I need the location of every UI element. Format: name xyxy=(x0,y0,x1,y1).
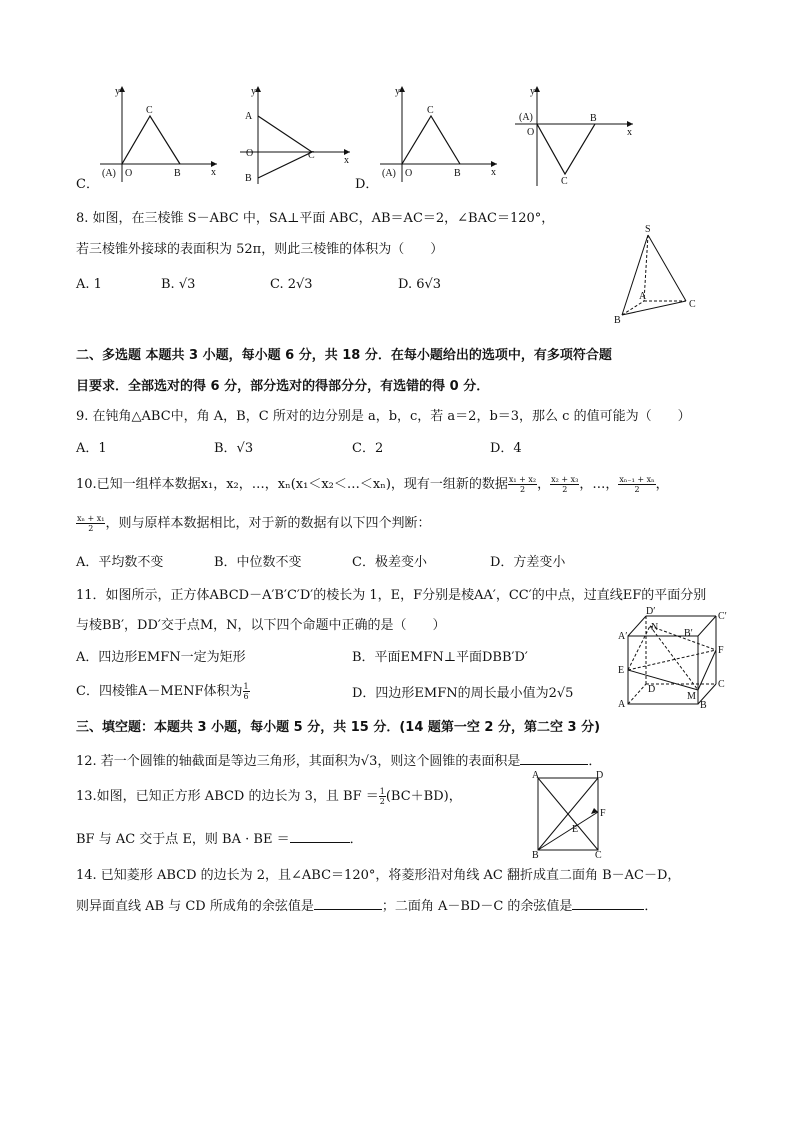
vertex-d1: D′ xyxy=(646,606,656,617)
point-b-label: B xyxy=(245,173,252,184)
x-axis-label: x xyxy=(344,155,349,166)
square-figure xyxy=(530,770,610,861)
q10-ellipsis: ，…， xyxy=(579,477,619,492)
q11-option-b: B．平面EMFN⊥平面DBB′D′ xyxy=(352,650,528,665)
q10-option-c: C．极差变小 xyxy=(352,555,427,570)
q13-stem-line1 xyxy=(76,785,462,806)
section2-heading-line1: 二、多选题 本题共 3 小题，每小题 6 分，共 18 分．在每小题给出的选项中，有多项符合题 xyxy=(76,348,612,363)
y-axis-label: y xyxy=(530,86,535,97)
q11-option-c-text: C．四棱锥A－MENF体积为 xyxy=(76,684,243,699)
q13-frac xyxy=(379,787,386,806)
q14-end: ． xyxy=(644,899,658,914)
q11-stem-line1: 11．如图所示，正方体ABCD－A′B′C′D′的棱长为 1，E，F分别是棱AA′，CC′的中点，过直线EF的平面分别 xyxy=(76,588,707,603)
q11-stem-line2: 与棱BB′，DD′交于点M，N，以下四个命题中正确的是（ ） xyxy=(76,618,446,633)
q13-text-part1: 13.如图，已知正方形 ABCD 的边长为 3，且 BF ＝ xyxy=(76,789,379,804)
q12-text: 12. 若一个圆锥的轴截面是等边三角形，其面积为√3，则这个圆锥的表面积是 xyxy=(76,754,521,769)
y-axis-label: y xyxy=(395,86,400,97)
q13-stem-line2 xyxy=(76,828,363,847)
frac-denominator: 6 xyxy=(243,692,249,701)
origin-label: O xyxy=(125,168,133,179)
point-f: F xyxy=(600,808,606,819)
q14-text-part2: ；二面角 A－BD－C 的余弦值是 xyxy=(381,899,573,914)
frac-numerator: xₙ₋₁ + xₙ xyxy=(619,475,655,484)
tetrahedron-figure xyxy=(612,225,702,325)
q10-stem-part1: 10.已知一组样本数据x₁，x₂，…，xₙ(x₁＜x₂＜…＜xₙ)，现有一组新的数据 xyxy=(76,477,508,492)
graph-option-b xyxy=(515,84,640,188)
q10-option-a: A．平均数不变 xyxy=(76,555,164,570)
frac-numerator: x₁ + x₂ xyxy=(508,475,537,484)
q8-option-a: A. 1 xyxy=(76,277,102,292)
frac-denominator: 2 xyxy=(634,485,640,494)
origin-label: O xyxy=(405,168,413,179)
vertex-c: C xyxy=(595,850,602,861)
vertex-c1: C′ xyxy=(718,611,727,622)
q11-option-c-frac xyxy=(243,682,250,701)
point-a-label: (A) xyxy=(519,112,533,123)
q10-option-d: D．方差变小 xyxy=(490,555,566,570)
vertex-a: A xyxy=(532,770,540,781)
frac-numerator: 1 xyxy=(379,787,385,796)
vertex-s: S xyxy=(645,224,651,235)
q11-option-d: D．四边形EMFN的周长最小值为2√5 xyxy=(352,686,574,701)
vertex-a1: A′ xyxy=(618,631,628,642)
graph-option-d xyxy=(380,84,505,184)
vertex-a: A xyxy=(639,291,647,302)
q13-text-line2: BF 与 AC 交于点 E，则 BA · BE ＝ xyxy=(76,832,290,847)
graph-option-c xyxy=(100,84,225,184)
q10-frac1 xyxy=(508,475,537,494)
point-b-label: B xyxy=(454,168,461,179)
point-b-label: B xyxy=(590,113,597,124)
point-a-label: A xyxy=(245,111,253,122)
point-a-label: (A) xyxy=(102,168,116,179)
q14-line1: 14. 已知菱形 ABCD 的边长为 2，且∠ABC＝120°，将菱形沿对角线 AC 翻折成直二面角 B－AC－D， xyxy=(76,868,681,883)
q10-frac3 xyxy=(618,475,655,494)
origin-label: O xyxy=(527,127,535,138)
vertex-a: A xyxy=(618,699,626,710)
q10-option-b: B．中位数不变 xyxy=(214,555,302,570)
point-c-label: C xyxy=(561,176,568,187)
q14-text-part1: 则异面直线 AB 与 CD 所成角的余弦值是 xyxy=(76,899,314,914)
q8-option-d: D. 6√3 xyxy=(398,277,442,292)
point-f: F xyxy=(718,645,724,656)
x-axis-label: x xyxy=(627,127,632,138)
y-axis-label: y xyxy=(115,86,120,97)
vertex-b: B xyxy=(532,850,539,861)
section2-heading-line2: 目要求．全部选对的得 6 分，部分选对的得部分分，有选错的得 0 分． xyxy=(76,379,490,394)
q13-text-part2: (BC＋BD)， xyxy=(385,789,462,804)
point-c-label: C xyxy=(146,105,153,116)
vertex-b1: B′ xyxy=(684,628,693,639)
section3-heading: 三、填空题：本题共 3 小题，每小题 5 分，共 15 分．(14 题第一空 2 分，第二空 3 分) xyxy=(76,720,601,735)
option-c-label: C． xyxy=(76,177,99,192)
point-n: N xyxy=(651,622,659,633)
q9-option-b: B．√3 xyxy=(214,441,254,456)
vertex-d: D xyxy=(648,684,656,695)
vertex-b: B xyxy=(700,700,707,711)
q8-option-b: B. √3 xyxy=(161,277,196,292)
vertex-c: C xyxy=(718,679,725,690)
q8-option-c: C. 2√3 xyxy=(270,277,313,292)
frac-denominator: 2 xyxy=(519,485,526,494)
cube-figure xyxy=(612,606,732,710)
vertex-b: B xyxy=(614,315,621,326)
q9-option-a: A．1 xyxy=(76,441,107,456)
q12-stem xyxy=(76,750,601,769)
point-b-label: B xyxy=(174,168,181,179)
q9-stem: 9. 在钝角△ABC中，角 A，B，C 所对的边分别是 a，b，c，若 a＝2，b＝3，那么 c 的值可能为（ ） xyxy=(76,409,691,424)
q9-option-c: C．2 xyxy=(352,441,384,456)
q14-line2 xyxy=(76,895,657,914)
q10-frac4 xyxy=(76,514,105,533)
point-m: M xyxy=(687,691,696,702)
option-d-label: D． xyxy=(355,177,379,192)
frac-denominator: 2 xyxy=(379,797,385,806)
q9-option-d: D．4 xyxy=(490,441,522,456)
vertex-d: D xyxy=(596,770,604,781)
frac-denominator: 2 xyxy=(562,485,568,494)
q10-frac2 xyxy=(550,475,579,494)
point-e: E xyxy=(572,824,579,835)
y-axis-label: y xyxy=(251,86,256,97)
q12-answer-blank[interactable] xyxy=(520,764,588,765)
q8-stem-line1: 8. 如图，在三棱锥 S－ABC 中，SA⊥平面 ABC，AB＝AC＝2，∠BAC＝120°， xyxy=(76,211,555,226)
q14-answer-blank-2[interactable] xyxy=(572,909,644,910)
point-c-label: C xyxy=(427,105,434,116)
frac-numerator: x₂ + x₃ xyxy=(551,475,579,484)
point-e: E xyxy=(618,665,625,676)
frac-numerator: 1 xyxy=(243,682,249,691)
frac-numerator: xₙ + x₁ xyxy=(77,514,105,523)
q13-end: ． xyxy=(349,832,363,847)
point-a-label: (A) xyxy=(382,168,396,179)
q10-stem-line2 xyxy=(76,512,431,533)
q12-end: ． xyxy=(588,754,602,769)
x-axis-label: x xyxy=(491,167,496,178)
origin-label: O xyxy=(246,148,254,159)
q10-stem-part2: ，则与原样本数据相比，对于新的数据有以下四个判断： xyxy=(105,516,431,531)
q13-answer-blank[interactable] xyxy=(290,842,350,843)
q11-option-c xyxy=(76,680,250,701)
q14-answer-blank-1[interactable] xyxy=(314,909,382,910)
frac-denominator: 2 xyxy=(88,524,94,533)
graph-option-a xyxy=(240,84,360,184)
point-c-label: C xyxy=(308,150,315,161)
q8-stem-line2: 若三棱锥外接球的表面积为 52π，则此三棱锥的体积为（ ） xyxy=(76,242,444,257)
vertex-c: C xyxy=(689,299,696,310)
q11-option-a: A．四边形EMFN一定为矩形 xyxy=(76,650,246,665)
x-axis-label: x xyxy=(211,167,216,178)
q10-stem-line1: 10.已知一组样本数据x₁，x₂，…，xₙ(x₁＜x₂＜…＜xₙ)，现有一组新的数据 $\frac{\text{x₁ + x₂}}{2}$ ， $\frac{\text{x₂ + x₃}}{2}$ ，…， $\frac{\text{xₙ₋₁ + xₙ}}{2}$ ， xyxy=(76,475,669,494)
